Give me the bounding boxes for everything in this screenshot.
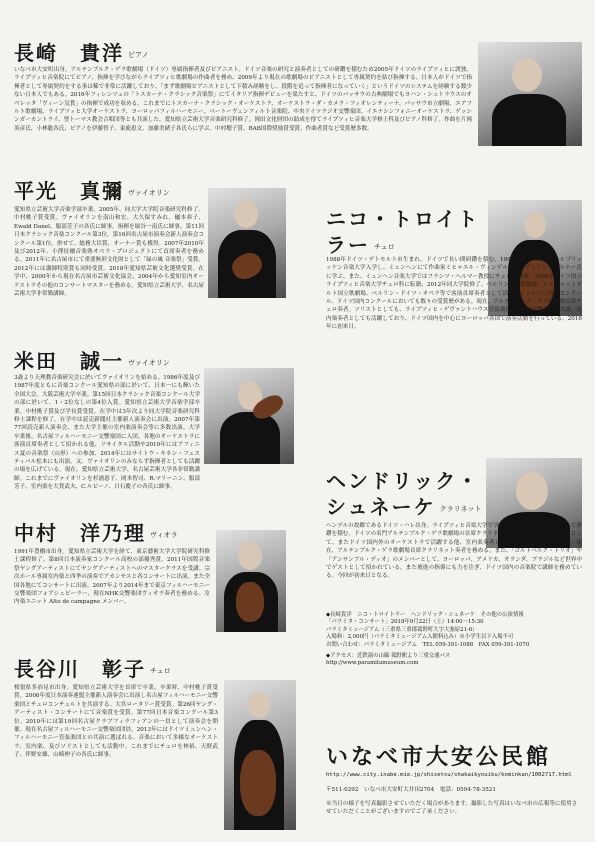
performer-photo	[216, 530, 286, 632]
performer-instrument: ヴァイオリン	[128, 358, 170, 367]
info-line: お問い合わせ：パラミタミュージアム TEL 059-391-1088 FAX 059-391-1070	[326, 641, 530, 648]
performer-instrument: チェロ	[150, 666, 171, 675]
performer-bio: ヘンデルの故郷であるドイツ・ハレ出身。ライプツィヒ音楽大学で学び、ノルウェー・サヴォーニで研鑽を積む。ドイツの名門アルテンブルク・ゲラ歌劇場の首席クラリネット奏者を務める。ソリストとして、またドイツ国内外のオーケストラで活躍する他、室内楽奏者としても多くの演奏会に出演。現在、アルテンブルク・ゲラ歌劇場首席クラリネット奏者を務める。また、「ゴルトベルク・トリオ」や「アンサンブル・ディオ」のメンバーとして、ヨーロッパ、アメリカ、オランダ、ブラジルなど世界中でゲストとして招かれている。また後進の指導にも力を注ぎ、ドイツ国内の音楽院で講師を務めている。今回が初来日となる。	[326, 523, 582, 580]
performer-bio: 桜張県多治見市出身。愛知県立芸術大学を首席で卒業。卒業時、中村桃子賞受賞。2006年度日本演奏連盟主催新人演奏会に出演し名古屋フィルハーモニー交響楽団とチェロコンチェルトを共演する。大宮ロータリー賞受賞。第26回ヤング・アーティスト・コンサートにて音楽賞を受賞。第77回日本音楽コンクール第3位。2010年には第19回名古屋クラブフィラフィアンの一員として演奏会を開催。現在名古屋フィルハーモニー交響楽団団員。2013年にはドイツミュンヘン・フィルハーモニー管弦楽団との共演に選ばれる。音楽において多様なオーケストラ、室内楽、及びソリストとしても活動中。これまでにチェロを林裕、天野武子、伴野安雄、山崎伸子の各氏に師事。	[14, 685, 218, 759]
performer-name: 長谷川 彰子 チェロ	[14, 657, 171, 681]
performer-instrument: クラリネット	[439, 504, 482, 513]
venue-url[interactable]: http://www.city.inabe.mie.jp/shisetsu/shakaikyouiku/kominkan/1002717.html	[326, 772, 572, 778]
performer-photo	[478, 42, 582, 146]
performer-photo	[224, 680, 296, 830]
performer-photo	[204, 368, 294, 464]
venue-note: ※当日の様子を写真撮影させていただく場合があります。撮影した写真はいなべ市の広報等に使用させていただくことがございますのでご了承ください。	[326, 801, 578, 815]
performer-name: 中村 洋乃理 ヴィオラ	[14, 521, 178, 545]
performer-bio: 1991年豊橋市出身。愛知県立芸術大学を経て、東京藝術大学大学院研究科修士課程修了。第8回日本演奏家コンクール高校の部優秀賞。2011年国際音楽祭ヤングアーティストにてヤングアーティストへのマスタークラスを受講。宗次ホール専属室内楽と四季の演奏でアカンサスと各コンサートに出演。また全国各地にてコンサートに出演。2007年より2014年まで東京フィルハーモニー交響楽団フォアシュピーラー、現在NHK交響楽団ヴィオラ奏者を務める。室内楽ユニット Alto de campagne メンバー。	[14, 549, 210, 606]
info-line: ◆長崎貴洋 ニコ・トロイトラー ヘンドリック・シュネーケ その他の公演情報	[326, 612, 524, 618]
performer-name: ヘンドリック・シュネーケ クラリネット	[326, 469, 482, 519]
performer-instrument: チェロ	[374, 242, 395, 251]
performer-name: 長崎 貴洋 ピアノ	[14, 41, 149, 65]
venue-name: いなべ市大安公民館	[326, 745, 552, 770]
info-line: ◆アクセス：近鉄湯の山線 菰野駅より三重交通バス	[326, 653, 451, 660]
performer-instrument: ヴィオラ	[150, 530, 178, 539]
performer-instrument: ヴァイオリン	[128, 188, 170, 197]
info-line: 「パラミタ・コンサート」2018年9月22日（土）14:00～15:30	[326, 619, 484, 626]
performer-bio: 3歳より天理教音楽研究会に於いてヴァイオリンを始める。1986年度及び1987年度ともに音楽コンクール愛知県の部に於いて、日本一にも輝いた全国大会。大阪芸術大学卒業。第15回日本クラシック音楽コンクール大学の部に於いて、1・2位なしの第4位入賞。愛知県立芸術大学音楽学部卒業。中村桃子賞及び学長賞受賞。在学中は3年次より同大学院音楽研究科修士課程を修了。在学中は読売新聞社主催新人演奏会に出演。2007年第77回読売新人演奏会、また大学主催の室内楽演奏会等に多数出演。大学卒業後、名古屋フィルハーモニー交響楽団に入団。各地のオーケストラに客演首席奏者として招かれる他、リサイタル活動や2010年にはアフィニス夏の音楽祭（山形）への参加、2014年にはサイトウ・キネン・フェスティバル松本にも出演。又、ヴァイオリンのみならず指揮者としても活躍の場を広げている。現在、愛知県立芸術大学、名古屋芸術大学各非常勤講師。これまでにヴァイオリンを杉浦恵子、岡本智司、R.マリーニン、服部芳子、室内楽を大賀武夫、C.ルビーノ、日石慶子の各氏に師事。	[14, 375, 200, 491]
performer-photo	[208, 188, 286, 298]
venue-address: 〒511-0292 いなべ市大安町大井田2704 電話：0594-78-3521	[326, 787, 496, 793]
concert-info	[326, 612, 582, 722]
performer-name: 平光 真彌 ヴァイオリン	[14, 179, 170, 203]
performer-name: 米田 誠一 ヴァイオリン	[14, 349, 170, 373]
info-link[interactable]: http://www.paramitamuseum.com	[326, 660, 419, 667]
performer-name: ニコ・トロイトラー チェロ	[326, 207, 480, 257]
performer-bio: 愛知県立芸術大学音楽学部卒業。2005年、同大学大学院音楽研究科修了。中村桃子賞受賞。ヴァイオリンを南山和宏、大久保すみれ、樋本恭子、Ewald Danel、服部芳子の各氏に師事。指揮を堀谷一南氏に師事。第11回日本クラシック音楽コンクール第3位。第16回名古屋市演奏会新人演奏会コンクール第1位。併せて、総務大臣賞、オーナー賞も獲得。2007年2010年及び2012年、小澤征爾音楽塾オペラ・プロジェクトにて首席奏者を務める。2011年に名古屋市にて重要無形文化財として「緑の風 音楽祭」受賞。2012年には講師特別賞も同時受賞。2018年愛知県芸術文化選奨受賞。在学中、2000年から現在名古屋市芸術文化協会、2004年から愛知室内オーケストラその他のコンサートマスターを務める。愛知県立芸術大学、名古屋芸術大学非常勤講師。	[14, 207, 204, 298]
performer-bio: 1988年ドイツ・デトモルト市生まれ。ドイツで長い間研鑽を積む。1996年ドイツ国立ザールブリュッケン音楽大学入学し、ミュンヘンにて作曲家ミヒャエル・ヴィンゲルト氏、アンドレア・ルナー氏に学ぶ。また、ミュンヘン音楽大学ではフランツ・ヘルマー教授にチェロを師事。2009年ドイツ国立ライプツィヒ音楽大学チェロ科に転籍、2012年同大学院修了。ベルリン国立歌劇場、シュトゥットガルト国立歌劇場、ベルリン・ドイツ・オペラ等で客演首席奏者として活躍。ミュンヘン国際コンクール、ドイツ国内コンクールにおいても数々の受賞歴がある。現在、アルテンブルク・ゲラ歌劇場首席チェロ奏者。ソリストとしても、ライプツィヒ・ゲヴァントハウス管弦楽団、MDR交響楽団と共演。室内楽奏者としても活躍しており、ドイツ国内を中心にヨーロッパ各国で演奏活動を行っている。2016年に初来日。	[326, 257, 582, 331]
performer-bio: いなべ市大安町出身。アルテンブルク・ゲラ歌劇場（ドイツ）専属指揮者及びピアニスト。ドイツ音楽の研究と演奏者としての研鑽を積むため2005年ドイツのライプツィヒに渡独。ライプツィヒ音楽院にてピアノ、指揮を学びながらライプツィヒ歌劇場の作曲者を務め、2009年より現在の歌劇場のピアニストとして専属契約を結び指揮する。日本人がドイツで指揮者として専属契約をする事は稀で非常に活躍しており、「まず歌劇場ピアニストとして下積み経験をし、段階を追って指揮者になっていく」というドイツのシステムを経験する数少ない日本人でもある。2016年フィレンツェの「トスカーナ・クラシック音楽祭」にてイタリア指揮デビューを果たすと、ドイツのバッサウの古典劇場でもヨハン・シュトラウスのオペレッタ「ヴィーン気質」の指揮で成功を収める。これまでにトスカーナ・クラシック・オーケストラ、オーケストラ・ダ・カメラ・フィオレンティーナ、パッサウ市立劇場、エアフルト歌劇場、ライプツィヒ大学オーケストラ、ヨーロッパフィルハーモニー、ベートーヴェンフィルト音楽院、中央ドイツラジオ交響楽団、イエナシンフォニーオーケストラ、ゲッシンガーカントライ、聖トーマス教会合唱団等とも共演した。愛知県立芸術大学音楽研究科修了。岡田文化財団の助成を得てライプツィヒ音楽大学修士科及びピアノ科修了。作曲を片岡英彦氏、小林聡各氏、ピアノを伊藤智子、東鹿恵文、加藤美緒子各氏らに学ぶ。中村穂子賞、BAB国際奨励賞受賞。作曲者賞など受賞歴多数。	[14, 67, 472, 132]
info-line: パラミタミュージアム（三重県三重郡菰野町大字大強原21-6）	[326, 626, 478, 633]
info-line: 入場料：2,000円（パラミタミュージアム入館料込み）※小学生以下入場不可	[326, 634, 514, 641]
performer-instrument: ピアノ	[128, 50, 149, 59]
